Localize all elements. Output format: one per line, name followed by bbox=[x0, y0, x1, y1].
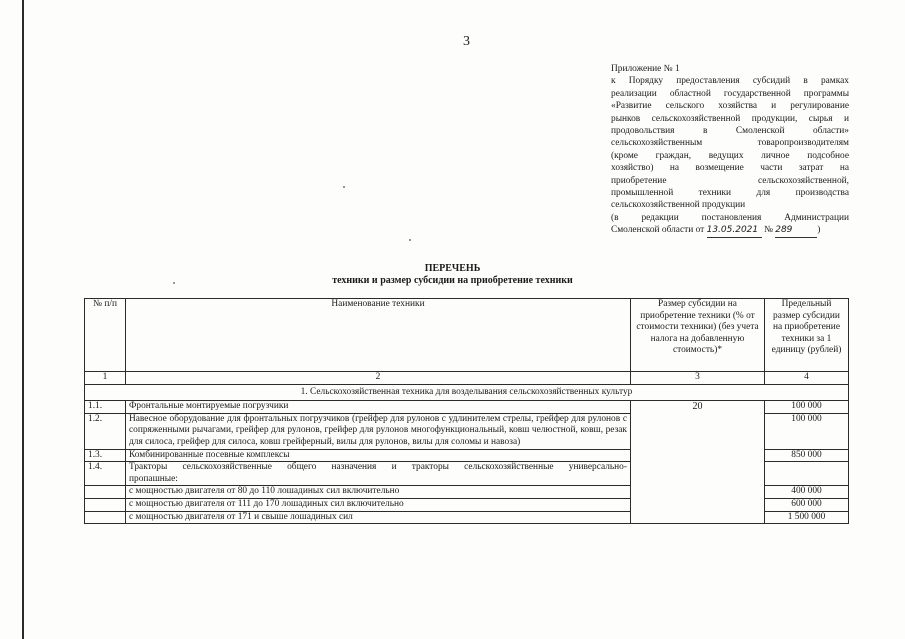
appendix-block bbox=[611, 63, 849, 238]
section-row bbox=[85, 384, 849, 401]
column-number-row bbox=[85, 372, 849, 385]
document-subtitle: техники и размер субсидии на приобретение техники bbox=[332, 275, 573, 286]
document-title: ПЕРЕЧЕНЬ bbox=[424, 263, 481, 274]
appendix-line: промышленной техники для производства bbox=[611, 188, 849, 199]
max-subsidy: 600 000 bbox=[765, 498, 849, 511]
row-number bbox=[85, 498, 126, 511]
column-number: 3 bbox=[631, 372, 765, 385]
row-number: 1.3. bbox=[85, 449, 126, 462]
row-number: 1.2. bbox=[85, 413, 126, 449]
machinery-name: с мощностью двигателя от 80 до 110 лошадиных сил включительно bbox=[126, 486, 631, 499]
machinery-name: с мощностью двигателя от 111 до 170 лошадиных сил включительно bbox=[126, 498, 631, 511]
max-subsidy: 100 000 bbox=[765, 413, 849, 449]
appendix-line: (в редакции постановления Администрации bbox=[611, 212, 849, 223]
appendix-line: Приложение № 1 bbox=[611, 64, 680, 74]
row-number bbox=[85, 511, 126, 524]
appendix-line: сельскохозяйственной продукции bbox=[611, 200, 746, 211]
row-number bbox=[85, 486, 126, 499]
column-number: 2 bbox=[126, 372, 631, 385]
number-sign: № bbox=[763, 225, 773, 236]
scan-edge-line bbox=[22, 0, 24, 639]
max-subsidy bbox=[765, 462, 849, 486]
table-row bbox=[85, 401, 849, 414]
machinery-name: Навесное оборудование для фронтальных погрузчиков (грейфер для рулонов с удлинителем стрелы, грейфер для рулонов с сопряженными рычагами, грейфер для рулонов, грейфер для рулонов многофункциональный, ковш челюстной, ковш, резак для силоса, грейфер для силоса, ковш грейферный, вилы для рулонов, вилы для соломы и навоза) bbox=[126, 413, 631, 449]
machinery-name: Фронтальные монтируемые погрузчики bbox=[126, 401, 631, 414]
machinery-table bbox=[84, 298, 849, 524]
machinery-name-line: пропашные: bbox=[129, 473, 178, 484]
max-subsidy: 850 000 bbox=[765, 449, 849, 462]
handwritten-date: 13.05.2021 bbox=[707, 224, 762, 237]
max-subsidy: 400 000 bbox=[765, 486, 849, 499]
closing-paren: ) bbox=[817, 225, 821, 236]
machinery-name bbox=[126, 462, 631, 486]
max-subsidy: 1 500 000 bbox=[765, 511, 849, 524]
table-header-row bbox=[85, 299, 849, 372]
subsidy-percent: 20 bbox=[631, 401, 765, 524]
appendix-line: сельскохозяйственным товаропроизводителям bbox=[611, 138, 849, 149]
machinery-name: с мощностью двигателя от 171 и свыше лошадиных сил bbox=[126, 511, 631, 524]
appendix-line: приобретение сельскохозяйственной, bbox=[611, 175, 849, 186]
handwritten-number: 289 bbox=[775, 224, 817, 237]
appendix-line: реализации областной государственной программы bbox=[611, 88, 849, 99]
section-title: 1. Сельскохозяйственная техника для возделывания сельскохозяйственных культур bbox=[85, 384, 849, 401]
appendix-last-line-prefix: Смоленской области от bbox=[611, 225, 705, 236]
appendix-line: «Развитие сельского хозяйства и регулирование bbox=[611, 101, 849, 112]
appendix-line: к Порядку предоставления субсидий в рамках bbox=[611, 76, 849, 87]
row-number: 1.1. bbox=[85, 401, 126, 414]
header-name: Наименование техники bbox=[126, 299, 631, 372]
appendix-line: (кроме граждан, ведущих личное подсобное bbox=[611, 150, 849, 161]
header-num: № п/п bbox=[85, 299, 126, 372]
appendix-last-line bbox=[611, 224, 849, 237]
row-number: 1.4. bbox=[85, 462, 126, 486]
header-max: Предельный размер субсидии на приобретение техники за 1 единицу (рублей) bbox=[765, 299, 849, 372]
machinery-name-line: Тракторы сельскохозяйственные общего назначения и тракторы сельскохозяйственные универсально- bbox=[129, 462, 627, 473]
page-number: 3 bbox=[463, 34, 470, 49]
max-subsidy: 100 000 bbox=[765, 401, 849, 414]
scan-speck bbox=[343, 186, 345, 188]
appendix-line: рынков сельскохозяйственной продукции, сырья и bbox=[611, 113, 849, 124]
column-number: 4 bbox=[765, 372, 849, 385]
machinery-name: Комбинированные посевные комплексы bbox=[126, 449, 631, 462]
scan-speck bbox=[409, 239, 411, 241]
header-percent: Размер субсидии на приобретение техники (% от стоимости техники) (без учета налога на добавленную стоимость)* bbox=[631, 299, 765, 372]
appendix-line: продовольствия в Смоленской области» bbox=[611, 126, 849, 137]
column-number: 1 bbox=[85, 372, 126, 385]
appendix-line: хозяйство) на возмещение части затрат на bbox=[611, 163, 849, 174]
